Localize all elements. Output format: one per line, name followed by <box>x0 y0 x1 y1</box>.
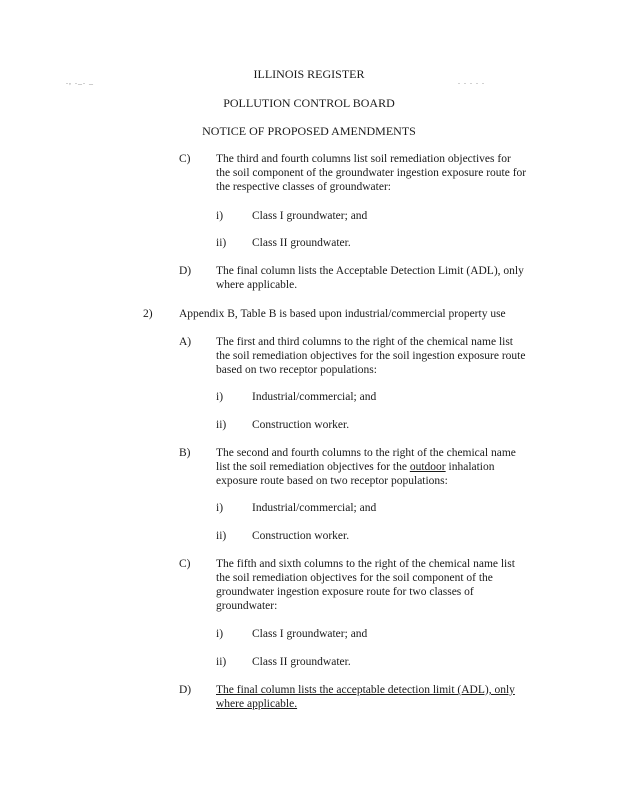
item-2c-line4: groundwater: <box>216 600 278 612</box>
item-2b-line2-pre: list the soil remediation objectives for the <box>216 461 410 473</box>
item-2a-label: A) <box>179 336 192 348</box>
item-2b-line2 <box>216 460 495 475</box>
register-title: ILLINOIS REGISTER <box>253 67 365 81</box>
item-2b-line1: The second and fourth columns to the right of the chemical name <box>216 447 516 459</box>
item-2c-line1: The fifth and sixth columns to the right of the chemical name list <box>216 558 515 570</box>
item-c-line3: the respective classes of groundwater: <box>216 181 391 193</box>
item-c-label: C) <box>179 153 191 165</box>
item-2c-i-text: Class I groundwater; and <box>252 628 368 640</box>
board-title: POLLUTION CONTROL BOARD <box>223 96 395 110</box>
item-2a-ii-text: Construction worker. <box>252 419 350 431</box>
item-c-i-label: i) <box>216 210 224 222</box>
item-c-ii-text: Class II groundwater. <box>252 237 351 249</box>
right-margin-mark: . . . . . <box>458 77 485 86</box>
notice-title: NOTICE OF PROPOSED AMENDMENTS <box>202 124 416 138</box>
item-2d-line2: where applicable. <box>216 698 298 710</box>
item-2a-i-label: i) <box>216 391 224 403</box>
item-2a-line2: the soil remediation objectives for the soil ingestion exposure route <box>216 350 526 362</box>
item-2a-line3: based on two receptor populations: <box>216 364 377 376</box>
item-2c-i-label: i) <box>216 628 224 640</box>
item-2d-line1: The final column lists the acceptable detection limit (ADL), only <box>216 684 515 696</box>
item-c-line2: the soil component of the groundwater ingestion exposure route for <box>216 167 527 179</box>
item-2a-line1: The first and third columns to the right of the chemical name list <box>216 336 514 348</box>
section-2-label: 2) <box>143 308 153 320</box>
item-2c-line2: the soil remediation objectives for the soil component of the <box>216 572 493 584</box>
item-2b-i-label: i) <box>216 502 224 514</box>
item-2b-outdoor-underlined: outdoor <box>409 461 446 473</box>
item-c-i-text: Class I groundwater; and <box>252 210 368 222</box>
item-2c-ii-text: Class II groundwater. <box>252 656 351 668</box>
item-2c-line3: groundwater ingestion exposure route for two classes of <box>216 586 474 598</box>
section-2-text: Appendix B, Table B is based upon industrial/commercial property use <box>179 308 506 320</box>
item-2d-label: D) <box>179 684 192 696</box>
item-2b-ii-text: Construction worker. <box>252 530 350 542</box>
item-2c-ii-label: ii) <box>216 656 227 668</box>
item-2b-ii-label: ii) <box>216 530 227 542</box>
item-c-line1: The third and fourth columns list soil remediation objectives for <box>216 153 511 165</box>
item-d-line1: The final column lists the Acceptable Detection Limit (ADL), only <box>216 265 524 277</box>
item-2a-ii-label: ii) <box>216 419 227 431</box>
item-d-label: D) <box>179 265 192 277</box>
item-c-ii-label: ii) <box>216 237 227 249</box>
item-2b-label: B) <box>179 447 191 459</box>
left-margin-mark: ., ._. _ <box>66 77 94 86</box>
item-2c-label: C) <box>179 558 191 570</box>
item-2b-i-text: Industrial/commercial; and <box>252 502 377 514</box>
item-2b-line3: exposure route based on two receptor populations: <box>216 475 448 487</box>
item-d-line2: where applicable. <box>216 279 298 291</box>
item-2b-line2-post: inhalation <box>445 461 495 473</box>
item-2a-i-text: Industrial/commercial; and <box>252 391 377 403</box>
